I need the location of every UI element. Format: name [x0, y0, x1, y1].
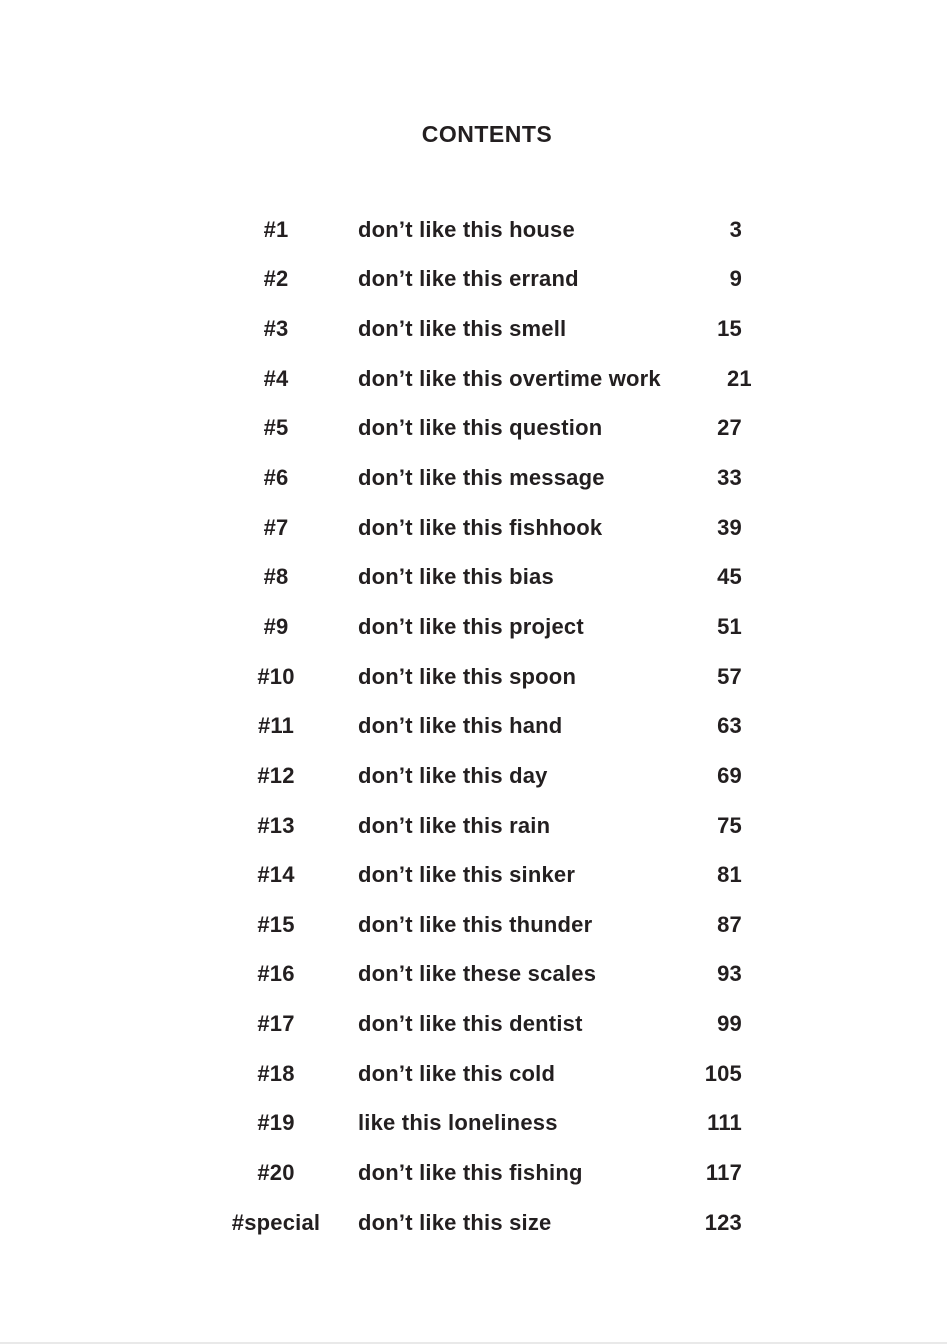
chapter-title: don’t like this fishhook — [358, 514, 603, 540]
chapter-number: #10 — [257, 663, 295, 689]
toc-row — [201, 801, 742, 851]
chapter-number: #9 — [263, 613, 289, 639]
chapter-number: #11 — [257, 713, 295, 739]
chapter-title: don’t like this dentist — [358, 1011, 583, 1037]
page-number: 81 — [717, 862, 742, 888]
page-number: 93 — [717, 961, 742, 987]
toc-row — [201, 1099, 742, 1149]
chapter-number: #8 — [263, 564, 289, 590]
toc-row — [201, 453, 742, 503]
toc-row — [201, 404, 742, 454]
chapter-number: #12 — [257, 762, 295, 788]
page-number: 123 — [704, 1209, 742, 1235]
toc-row — [201, 999, 742, 1049]
chapter-number: #1 — [263, 216, 289, 242]
chapter-title: don’t like this cold — [358, 1060, 556, 1086]
chapter-title: don’t like these scales — [358, 961, 597, 987]
page-number: 27 — [717, 415, 742, 441]
chapter-title: don’t like this smell — [358, 316, 567, 342]
toc-row — [201, 503, 742, 553]
chapter-title: don’t like this sinker — [358, 862, 576, 888]
toc-row — [201, 1049, 742, 1099]
chapter-number: #17 — [257, 1011, 295, 1037]
chapter-number: #6 — [263, 465, 289, 491]
toc-row — [201, 552, 742, 602]
page-number: 111 — [707, 1110, 742, 1136]
chapter-title: don’t like this rain — [358, 812, 551, 838]
chapter-title: don’t like this spoon — [358, 663, 577, 689]
page-number: 87 — [717, 911, 742, 937]
chapter-title: don’t like this hand — [358, 713, 563, 739]
page-number: 21 — [727, 365, 752, 391]
toc-list — [201, 205, 752, 1247]
page-number: 99 — [717, 1011, 742, 1037]
toc-row — [201, 950, 742, 1000]
page-number: 69 — [717, 762, 742, 788]
toc-row — [201, 602, 742, 652]
chapter-number: #15 — [257, 911, 295, 937]
page-number: 15 — [717, 316, 742, 342]
page-number: 9 — [729, 266, 742, 292]
chapter-title: don’t like this size — [358, 1209, 552, 1235]
toc-row — [201, 751, 742, 801]
toc-row — [201, 205, 742, 255]
chapter-number: #18 — [257, 1060, 295, 1086]
chapter-title: don’t like this message — [358, 465, 605, 491]
chapter-title: don’t like this errand — [358, 266, 579, 292]
toc-row — [201, 1148, 742, 1198]
toc-row — [201, 850, 742, 900]
toc-row — [201, 900, 742, 950]
chapter-title: don’t like this bias — [358, 564, 554, 590]
chapter-number: #7 — [263, 514, 289, 540]
chapter-title: don’t like this question — [358, 415, 603, 441]
chapter-number: #2 — [263, 266, 289, 292]
contents-title: CONTENTS — [421, 121, 553, 147]
chapter-title: don’t like this day — [358, 762, 548, 788]
chapter-number: #13 — [257, 812, 295, 838]
toc-row — [201, 652, 742, 702]
chapter-title: don’t like this fishing — [358, 1159, 583, 1185]
page-number: 117 — [705, 1159, 742, 1185]
chapter-number: #5 — [263, 415, 289, 441]
page-number: 45 — [717, 564, 742, 590]
chapter-number: #19 — [257, 1110, 295, 1136]
chapter-number: #3 — [263, 316, 289, 342]
chapter-title: don’t like this project — [358, 613, 584, 639]
page-number: 3 — [729, 216, 742, 242]
toc-row — [201, 255, 742, 305]
chapter-title: don’t like this thunder — [358, 911, 593, 937]
page-number: 63 — [717, 713, 742, 739]
toc-row — [201, 354, 752, 404]
chapter-number: #special — [231, 1209, 321, 1235]
toc-row — [201, 701, 742, 751]
toc-row — [201, 304, 742, 354]
page-number: 57 — [717, 663, 742, 689]
page-number: 75 — [717, 812, 742, 838]
chapter-number: #4 — [263, 365, 289, 391]
chapter-number: #16 — [257, 961, 295, 987]
chapter-number: #20 — [257, 1159, 295, 1185]
page-number: 105 — [704, 1060, 742, 1086]
page-number: 33 — [717, 465, 742, 491]
toc-row — [201, 1198, 742, 1248]
chapter-title: don’t like this house — [358, 216, 575, 242]
chapter-number: #14 — [257, 862, 295, 888]
page-number: 39 — [717, 514, 742, 540]
chapter-title: like this loneliness — [358, 1110, 558, 1136]
chapter-title: don’t like this overtime work — [358, 365, 661, 391]
page-number: 51 — [717, 613, 742, 639]
